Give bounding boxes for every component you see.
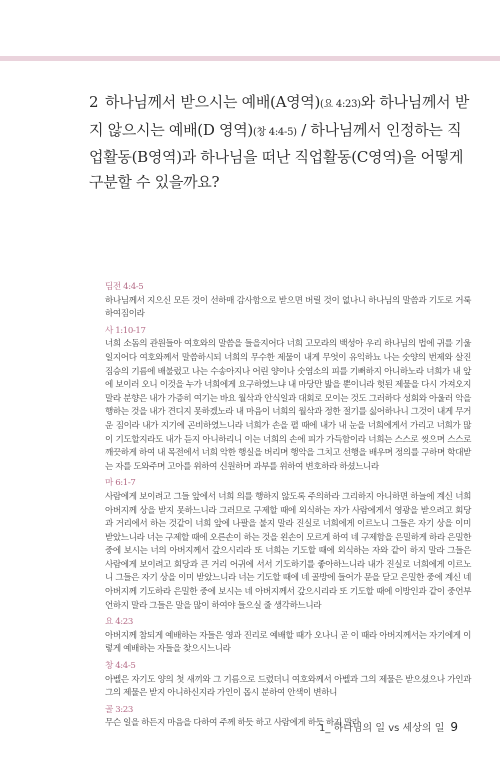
question-ref-2: (창 4:4-5) (252, 126, 297, 138)
question-text-1: 하나님께서 받으시는 예배(A영역) (105, 93, 321, 111)
passage-text: 사람에게 보이려고 그들 앞에서 너희 의를 행하지 않도록 주의하라 그리하지 아니하면 하늘에 계신 너희 아버지께 상을 받지 못하느니라 그러므로 구제할 때에 외식하는 자가 사람에게서 영광을 받으려고 회당과 거리에서 하는 것같이 너희 앞에 나팔을 불지 말라 진실로 너희에게 이르노니 그들은 자기 상을 이미 받았느니라 너는 구제할 때에 오른손이 하는 것을 왼손이 모르게 하여 네 구제함을 은밀하게 하라 은밀한 중에 보시는 너의 아버지께서 갚으시리라 또 너희는 기도할 때에 외식하는 자와 같이 하지 말라 그들은 사람에게 보이려고 회당과 큰 거리 어귀에 서서 기도하기를 좋아하느니라 내가 진실로 너희에게 이르노니 그들은 자기 상을 이미 받았느니라 너는 기도할 때에 네 골방에 들어가 문을 닫고 은밀한 중에 계신 네 아버지께 기도하라 은밀한 중에 보시는 네 아버지께서 갚으시리라 또 기도할 때에 이방인과 같이 중언부언하지 말라 그들은 말을 많이 하여야 들으실 줄 생각하느니라 (105, 491, 471, 611)
passage-ref: 마 6:1-7 (105, 478, 136, 489)
scripture-passages (105, 281, 471, 731)
header-rule (0, 56, 500, 61)
question-text-3: / 하나님께서 인정하는 직업활동(B영역)과 하나님을 떠난 직업활동(C영역)을 어떻게 구분할 수 있을까요? (89, 120, 464, 191)
passage-text: 무슨 일을 하든지 마음을 다하여 주께 하듯 하고 사람에게 하듯 하지 말라 (105, 718, 360, 729)
passage-ref: 딤전 4:4-5 (105, 282, 144, 292)
question-text-2: 와 하나님께서 받지 않으시는 예배(D 영역) (89, 93, 470, 139)
passage-text: 하나님께서 지으신 모든 것이 선하매 감사함으로 받으면 버릴 것이 없나니 하나님의 말씀과 기도로 거룩하여짐이라 (105, 295, 471, 320)
passage-ref: 사 1:10-17 (105, 325, 146, 336)
passage-ref: 창 4:4-5 (105, 661, 136, 672)
chapter-title: 1_ 하나님의 일 vs 세상의 일 (319, 723, 445, 734)
passage-text: 아버지께 참되게 예배하는 자들은 영과 진리로 예배할 때가 오나니 곧 이 때라 아버지께서는 자기에게 이렇게 예배하는 자들을 찾으시느니라 (105, 630, 471, 655)
page-footer (319, 719, 458, 734)
question-ref-1: (요 4:23) (320, 99, 361, 110)
passage-ref: 요 4:23 (105, 617, 133, 628)
passage-text: 너희 소돔의 관원들아 여호와의 말씀을 들을지어다 너희 고모라의 백성아 우리 하나님의 법에 귀를 기울일지어다 여호와께서 말씀하시되 너희의 무수한 제물이 내게 무엇이 유익하뇨 나는 숫양의 번제와 살진 짐승의 기름에 배불렀고 나는 수송아지나 어린 양이나 숫염소의 피를 기뻐하지 아니하노라 너희가 내 앞에 보이러 오니 이것을 누가 너희에게 요구하였느냐 내 마당만 밟을 뿐이니라 헛된 제물을 다시 가져오지 말라 분향은 내가 가증히 여기는 바요 월삭과 안식일과 대회로 모이는 것도 그러하다 성회와 아울러 악을 행하는 것을 내가 견디지 못하겠노라 내 마음이 너희의 월삭과 정한 절기를 싫어하나니 그것이 내게 무거운 짐이라 내가 지기에 곤비하였느니라 너희가 손을 펼 때에 내가 내 눈을 너희에게서 가리고 너희가 많이 기도할지라도 내가 듣지 아니하리니 이는 너희의 손에 피가 가득함이라 너희는 스스로 씻으며 스스로 깨끗하게 하여 내 목전에서 너희 악한 행실을 버리며 행악을 그치고 선행을 배우며 정의를 구하며 학대받는 자를 도와주며 고아를 위하여 신원하며 과부를 위하여 변호하라 하셨느니라 (105, 339, 471, 472)
question-block (89, 90, 471, 194)
question-number: 2 (89, 93, 99, 111)
page-number: 9 (450, 720, 458, 734)
passage-text: 아벨은 자기도 양의 첫 새끼와 그 기름으로 드렸더니 여호와께서 아벨과 그의 제물은 받으셨으나 가인과 그의 제물은 받지 아니하신지라 가인이 몹시 분하여 안색이 변하니 (105, 674, 471, 699)
passage-ref: 골 3:23 (105, 704, 133, 715)
